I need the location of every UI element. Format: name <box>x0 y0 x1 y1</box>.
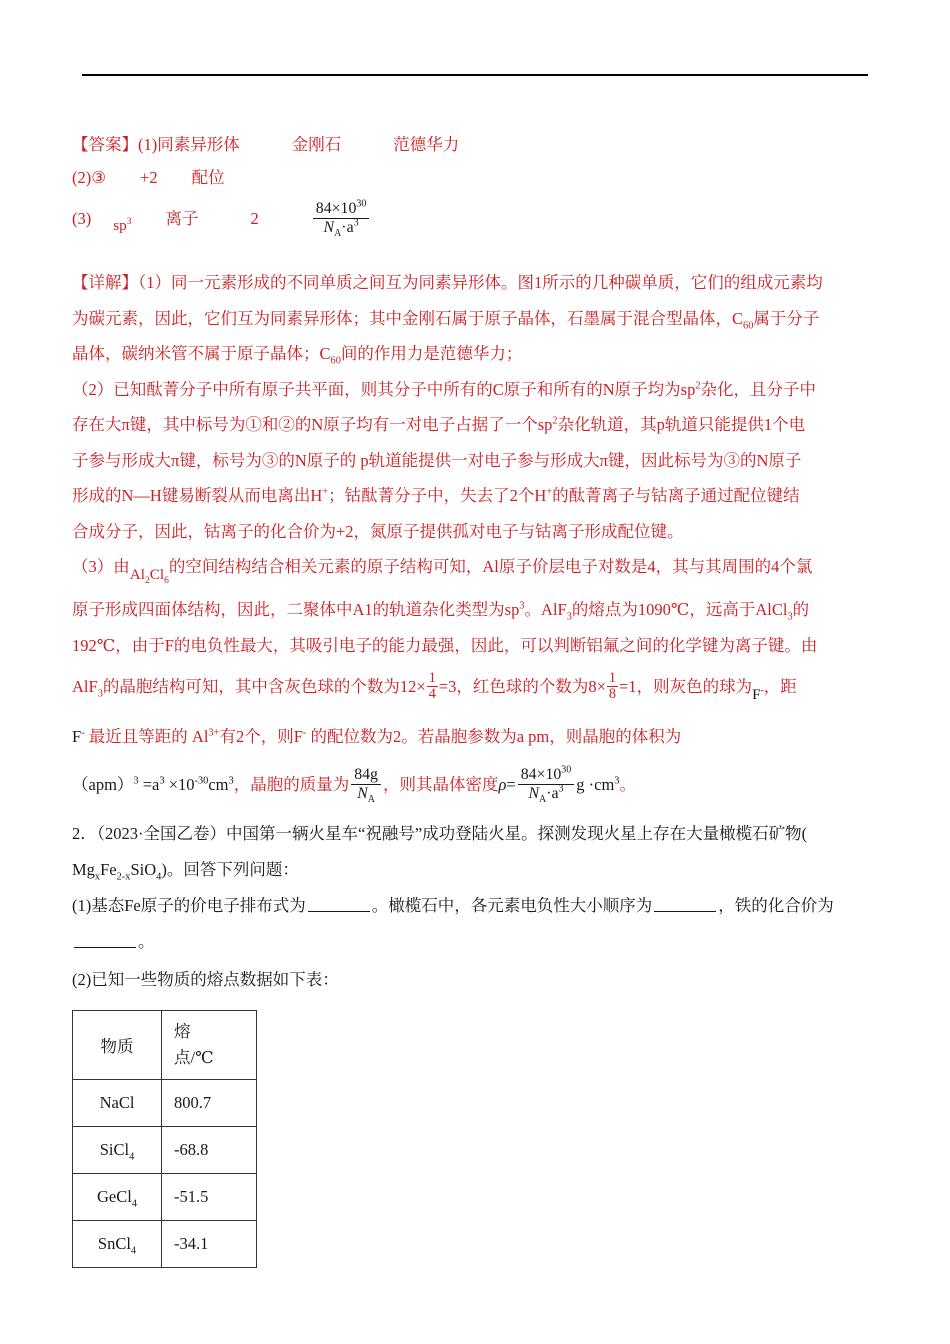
explanation-p3-l4b: 的晶胞结构可知，其中含灰色球的个数为 <box>102 677 400 697</box>
explanation-p2-l2a: 存在大π键，其中标号为①和②的N原子均有一对电子占据了一个 <box>72 415 538 435</box>
al3plus-sup: 3+ <box>208 727 220 739</box>
explanation-p3-density-label: ，则其晶体密度 <box>382 775 499 795</box>
question2-source: （2023·全国乙卷） <box>96 824 226 844</box>
explanation-p2-l4a: 形成的N—H键易断裂从而电离出 <box>72 486 311 506</box>
table-row <box>73 1221 257 1268</box>
explanation-p2-l1c: 杂化，且分子中 <box>700 379 817 399</box>
fraction-denominator: $N_A\cdot a^3$ <box>323 217 359 239</box>
cell-substance: SnCl$_4$ <box>73 1221 162 1268</box>
cell-substance: GeCl$_4$ <box>73 1174 162 1221</box>
document-content <box>72 128 882 1268</box>
fluoride-ion: F- <box>752 684 764 703</box>
answer-q1-a: 同素异形体 <box>157 135 240 154</box>
explanation-p3-l4f: ，则灰色的球为 <box>636 677 753 697</box>
fluoride-sup: - <box>302 727 307 739</box>
fraction-one-eighth: $\frac{1}{8}$ <box>608 670 616 703</box>
sp2-hybrid: $sp^2$ <box>537 415 558 435</box>
explanation-p2-prefix: （2） <box>72 379 114 399</box>
explanation-p2-line-1 <box>72 372 882 408</box>
explanation-p3-l2e: 的 <box>792 600 810 620</box>
part2-text: 已知一些物质的熔点数据如下表： <box>91 970 339 990</box>
answer-label: 【答案】 <box>72 135 138 154</box>
explanation-p1-line-1 <box>72 265 882 301</box>
part1-prefix: (1) <box>72 896 92 916</box>
cell-substance: NaCl <box>73 1080 162 1127</box>
cell-melting-point: -68.8 <box>162 1127 257 1174</box>
h-plus-ion: H+ <box>310 486 329 506</box>
sp3-hybrid: $sp^3$ <box>504 600 525 620</box>
explanation-p3-l1c: 的空间结构结合相关元素的原子结构可知，Al原子价层电子对数是4，其与其周围的4个氯 <box>168 557 813 577</box>
red-sphere-count-expr: 8× $\frac{1}{8}$ =1 <box>588 670 637 703</box>
alcl3-sub: 3 <box>787 611 793 623</box>
question2-stem-line2: 。回答下列问题： <box>166 860 299 880</box>
part1-t2: 原子的价电子排布式为 <box>140 896 306 916</box>
grey-sphere-count-expr: 12× $\frac{1}{4}$ =3 <box>399 670 457 703</box>
al2cl6-formula: $Al_2Cl_6$ <box>129 565 169 586</box>
fe-element: Fe <box>124 896 141 916</box>
explanation-p3-mass-label: 晶胞的质量为 <box>250 775 350 795</box>
question2-line-2 <box>72 852 882 888</box>
part1-t3: 。橄榄石中，各元素电负性大小顺序为 <box>371 896 653 916</box>
fluoride-ion: F- <box>72 726 85 746</box>
answer-blank-1[interactable] <box>308 896 370 912</box>
table-header-melting-point <box>162 1011 257 1080</box>
answer-blank-2[interactable] <box>654 896 716 912</box>
c60-formula: $C_{60}$ <box>732 308 754 332</box>
c60-formula: $C_{60}$ <box>319 344 341 367</box>
fraction-numerator: 84g <box>351 766 381 785</box>
explanation-p3-line-1 <box>72 549 882 592</box>
cell-melting-point: 800.7 <box>162 1080 257 1127</box>
alf3-formula: AlF$_3$ <box>72 677 103 700</box>
density-fraction <box>518 764 575 805</box>
explanation-p2-line-2 <box>72 407 882 443</box>
fraction-numerator: $84\times 10^{30}$ <box>313 200 370 219</box>
header-line-2: 点/℃ <box>174 1048 214 1068</box>
explanation-p3-l5c: 有2个，则F <box>219 726 303 746</box>
explanation-p3-l5d: 的配位数为2。若晶胞参数为a pm，则晶胞的体积为 <box>306 726 682 746</box>
explanation-p3-prefix: （3） <box>72 557 114 577</box>
explanation-p3-l4h: ，距 <box>763 677 797 697</box>
period-mark: 。 <box>619 775 636 795</box>
question2-line-1 <box>72 816 882 852</box>
explanation-p3-line-2 <box>72 592 882 628</box>
question2-stem-line1: 中国第一辆火星车“祝融号”成功登陆火星。探测发现火星上存在大量橄榄石矿物( <box>226 824 808 844</box>
olivine-formula: $Mg_xFe_{2-x}SiO_4$) <box>72 860 167 883</box>
explanation-p3-l2c: 。AlF <box>524 600 567 620</box>
cell-melting-point: -51.5 <box>162 1174 257 1221</box>
comma-sep: ， <box>233 775 251 795</box>
density-units-sup: 3 <box>614 775 620 787</box>
explanation-p3-line-3 <box>72 628 882 664</box>
explanation-p3-l2a: 原子形成四面体结构，因此，二聚体中A1的轨道杂化类型为 <box>72 600 505 620</box>
density-units: g ·cm <box>576 775 615 795</box>
answer-q1-prefix: (1) <box>138 135 158 154</box>
explanation-p3-line-6-density <box>72 754 882 816</box>
question2-part1-line-2 <box>72 924 882 960</box>
explanation-p3-line-4 <box>72 663 882 718</box>
explanation-p3-line-5 <box>72 719 882 755</box>
explanation-p1-prefix: （1） <box>138 273 171 293</box>
answer-q2-b: +2 <box>140 168 158 187</box>
explanation-p2-l4c: ；钴酞菁分子中，失去了2个 <box>328 486 535 506</box>
part1-t1: 基态 <box>91 896 125 916</box>
cell-melting-point: -34.1 <box>162 1221 257 1268</box>
explanation-p1-line-3 <box>72 336 882 372</box>
explanation-p2-l1a: 已知酞菁分子中所有原子共平面，则其分子中所有的C原子和所有的N原子均为 <box>113 379 681 399</box>
answer-q3-prefix: (3) <box>72 209 92 228</box>
explanation-p2-line-3 <box>72 443 882 479</box>
equals-sign: = <box>506 775 516 795</box>
explanation-p3-l4d: ，红色球的个数为 <box>456 677 589 697</box>
answer-line-2 <box>72 161 882 194</box>
explanation-p2-l2c: 杂化轨道，其p轨道只能提供1个电 <box>557 415 806 435</box>
answer-line-1 <box>72 128 882 161</box>
explanation-p3-l1a: 由 <box>113 557 130 577</box>
question2-part2-line <box>72 960 882 1000</box>
part1-t5: 。 <box>138 932 155 952</box>
answer-line-3 <box>72 194 882 251</box>
answer-q3-coordination: 2 <box>250 209 259 228</box>
melting-point-table <box>72 1010 257 1268</box>
cell-mass-fraction <box>351 765 381 805</box>
header-divider-rule <box>82 74 868 76</box>
explanation-label: 【详解】 <box>72 273 138 293</box>
table-row <box>73 1174 257 1221</box>
cell-substance: SiCl$_4$ <box>73 1127 162 1174</box>
answer-q3-hybridization: $sp^3$ <box>113 216 132 235</box>
fraction-numerator: $84\times 10^{30}$ <box>518 766 575 785</box>
explanation-p1-l1: 同一元素形成的不同单质之间互为同素异形体。图1所示的几种碳单质，它们的组成元素均 <box>171 273 823 293</box>
explanation-p1-l3c: 间的作用力是范德华力； <box>340 344 523 364</box>
explanation-p1-l2a: 为碳元素，因此，它们互为同素异形体；其中金刚石属于原子晶体，石墨属于混合型晶体， <box>72 308 732 328</box>
explanation-p2-l5: 合成分子，因此，钴离子的化合价为+2，氮原子提供孤对电子与钴离子形成配位键。 <box>72 521 684 541</box>
header-line-1: 熔 <box>174 1022 191 1042</box>
explanation-p3-l5b: 最近且等距的 Al <box>84 726 209 746</box>
explanation-p2-l3: 子参与形成大π键，标号为③的N原子的 p轨道能提供一对电子参与形成大π键，因此标号为③的N原子 <box>72 450 802 470</box>
alf3-sub: 3 <box>566 611 572 623</box>
question2-number: 2． <box>72 824 97 844</box>
explanation-p2-line-5 <box>72 514 882 550</box>
answer-q2-a: ③ <box>91 168 107 187</box>
cell-volume-expr: $(apm)^3 =a^3 \times 10^{-30}cm^3$ <box>72 775 234 795</box>
explanation-p1-l3a: 晶体，碳纳米管不属于原子晶体； <box>72 344 320 364</box>
explanation-p3-l3: 192℃，由于F的电负性最大，其吸引电子的能力最强，因此，可以判断铝氟之间的化学键为离子键。由 <box>72 635 818 655</box>
table-row <box>73 1080 257 1127</box>
part2-prefix: (2) <box>72 970 92 990</box>
fraction-denominator: $N_A\cdot a^3$ <box>528 783 564 805</box>
explanation-p1-l2c: 属于分子 <box>753 308 820 328</box>
answer-q2-prefix: (2) <box>72 168 92 187</box>
explanation-p2-line-4 <box>72 478 882 514</box>
fraction-denominator: $N_A$ <box>357 784 375 805</box>
h-plus-ion: H+ <box>534 486 553 506</box>
answer-q1-b: 金刚石 <box>291 135 342 154</box>
table-row <box>73 1127 257 1174</box>
explanation-p3-l2d: 的熔点为1090℃，远高于AlCl <box>571 600 788 620</box>
explanation-p2-l4e: 的酞菁离子与钴离子通过配位键结 <box>552 486 800 506</box>
part1-t4: ，铁的化合价为 <box>718 896 834 916</box>
explanation-p1-line-2 <box>72 301 882 337</box>
table-header-row <box>73 1011 257 1080</box>
answer-q1-c: 范德华力 <box>393 135 460 154</box>
answer-q3-density-fraction <box>313 198 370 239</box>
answer-q2-c: 配位 <box>191 168 225 187</box>
answer-blank-3[interactable] <box>74 932 136 948</box>
table-header-substance: 物质 <box>73 1011 162 1080</box>
sp2-hybrid: $sp^2$ <box>680 379 701 399</box>
answer-q3-bondtype: 离子 <box>165 209 199 228</box>
rho-symbol: ρ <box>498 775 507 795</box>
fraction-one-quarter: $\frac{1}{4}$ <box>428 670 436 703</box>
question2-part1-line-1 <box>72 888 882 924</box>
